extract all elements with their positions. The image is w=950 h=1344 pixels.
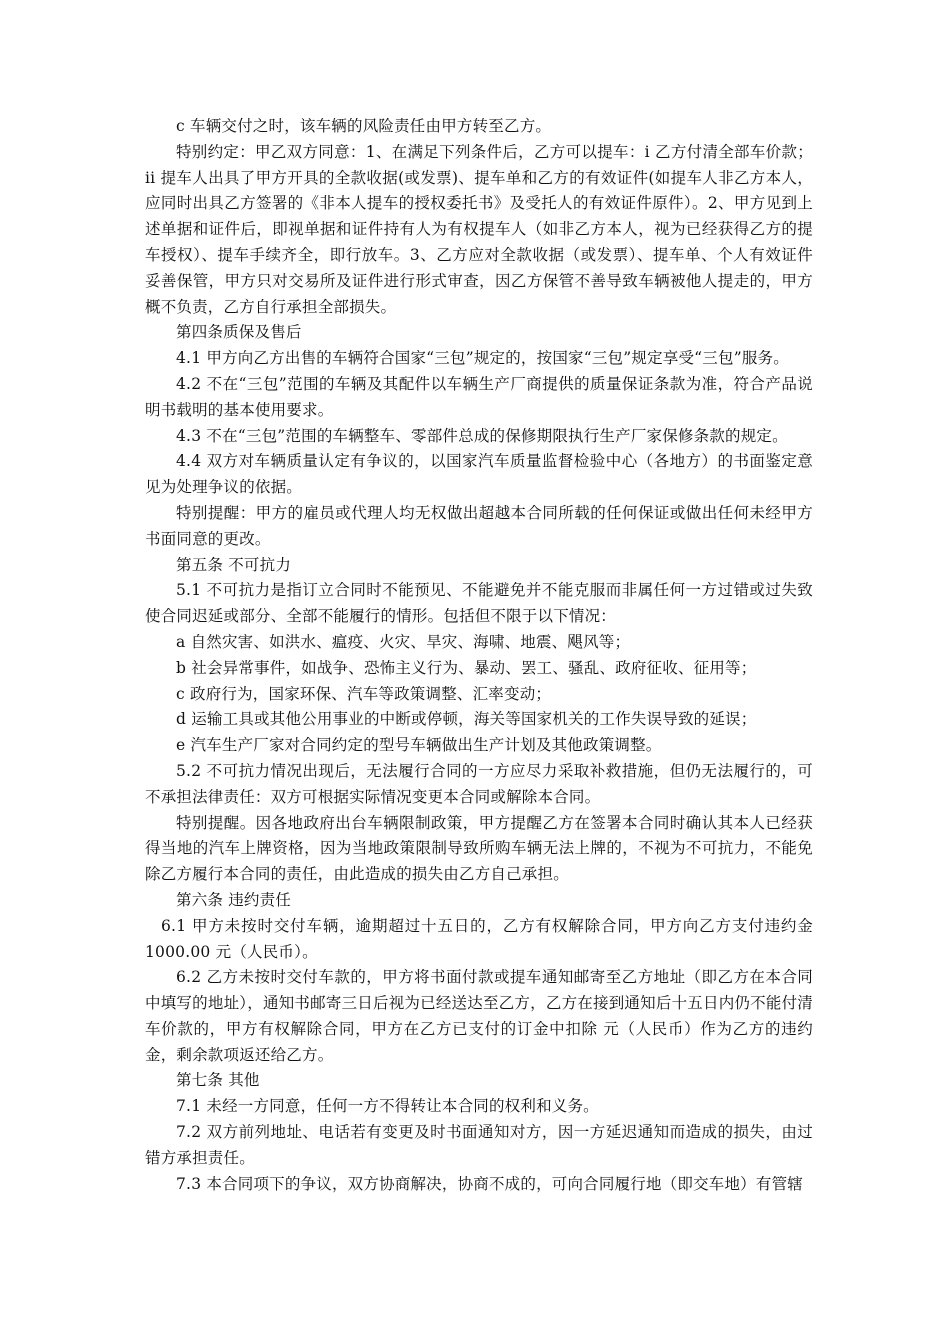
section-heading-6: 第六条 违约责任 (176, 890, 292, 909)
clause-5-1: 5.1 不可抗力是指订立合同时不能预见、不能避免并不能克服而非属任何一方过错或过失致使合同迟延或部分、全部不能履行的情形。包括但不限于以下情况： (145, 581, 813, 626)
clause-7-3: 7.3 本合同项下的争议，双方协商解决，协商不成的，可向合同履行地（即交车地）有管辖 (176, 1174, 803, 1193)
clause-6-1: 6.1 甲方未按时交付车辆，逾期超过十五日的，乙方有权解除合同，甲方向乙方支付违约金 1000.00 元（人民币）。 (145, 916, 813, 961)
clause-5-2: 5.2 不可抗力情况出现后，无法履行合同的一方应尽力采取补救措施，但仍无法履行的，可不承担法律责任：双方可根据实际情况变更本合同或解除本合同。 (145, 761, 813, 806)
clause-5-1-a: a 自然灾害、如洪水、瘟疫、火灾、旱灾、海啸、地震、飓风等； (176, 632, 631, 651)
clause-5-1-b: b 社会异常事件，如战争、恐怖主义行为、暴动、罢工、骚乱、政府征收、征用等； (176, 658, 757, 677)
clause-4-4: 4.4 双方对车辆质量认定有争议的，以国家汽车质量监督检验中心（各地方）的书面鉴定意见为处理争议的依据。 (145, 452, 813, 497)
clause-6-2: 6.2 乙方未按时交付车款的，甲方将书面付款或提车通知邮寄至乙方地址（即乙方在本合同中填写的地址），通知书邮寄三日后视为已经送达至乙方，乙方在接到通知后十五日内仍不能付清车价款的，甲方有权解除合同，甲方在乙方已支付的订金中扣除 元（人民币）作为乙方的违约金，剩余款项返还给乙方。 (145, 968, 813, 1064)
clause-7-2: 7.2 双方前列地址、电话若有变更及时书面通知对方，因一方延迟通知而造成的损失，由过错方承担责任。 (145, 1123, 813, 1167)
contract-body (145, 114, 813, 1197)
clause-4-1: 4.1 甲方向乙方出售的车辆符合国家“三包”规定的，按国家“三包”规定享受“三包”服务。 (176, 349, 789, 368)
section-heading-4: 第四条质保及售后 (176, 323, 302, 342)
clause-4-3: 4.3 不在“三包”范围的车辆整车、零部件总成的保修期限执行生产厂家保修条款的规定。 (176, 426, 788, 445)
clause-5-1-d: d 运输工具或其他公用事业的中断或停顿，海关等国家机关的工作失误导致的延误； (176, 710, 757, 729)
section-heading-7: 第七条 其他 (176, 1071, 260, 1090)
clause-4-2: 4.2 不在“三包”范围的车辆及其配件以车辆生产厂商提供的质量保证条款为准，符合产品说明书载明的基本使用要求。 (145, 374, 813, 419)
clause-5-1-e: e 汽车生产厂家对合同约定的型号车辆做出生产计划及其他政策调整。 (176, 736, 662, 755)
clause-7-1: 7.1 未经一方同意，任何一方不得转让本合同的权利和义务。 (176, 1097, 599, 1116)
section-heading-5: 第五条 不可抗力 (176, 555, 292, 574)
special-reminder-1: 特别提醒：甲方的雇员或代理人均无权做出超越本合同所载的任何保证或做出任何未经甲方书面同意的更改。 (145, 503, 813, 548)
clause-5-1-c: c 政府行为，国家环保、汽车等政策调整、汇率变动； (176, 684, 552, 703)
paragraph-risk-transfer: c 车辆交付之时，该车辆的风险责任由甲方转至乙方。 (176, 117, 552, 135)
special-reminder-2: 特别提醒。因各地政府出台车辆限制政策，甲方提醒乙方在签署本合同时确认其本人已经获得当地的汽车上牌资格，因为当地政策限制导致所购车辆无法上牌的，不视为不可抗力，不能免除乙方履行本合同的责任，由此造成的损失由乙方自己承担。 (145, 813, 813, 884)
paragraph-special-agreement: 特别约定：甲乙双方同意：1、在满足下列条件后，乙方可以提车：i 乙方付清全部车价款；ii 提车人出具了甲方开具的全款收据(或发票)、提车单和乙方的有效证件(如提车人非乙方本人，应同时出具乙方签署的《非本人提车的授权委托书》及受托人的有效证件原件）。2、甲方见到上述单据和证件后，即视单据和证件持有人为有权提车人（如非乙方本人，视为已经获得乙方的提车授权）、提车手续齐全，即行放车。3、乙方应对全款收据（或发票）、提车单、个人有效证件妥善保管，甲方只对交易所及证件进行形式审查，因乙方保管不善导致车辆被他人提走的，甲方概不负责，乙方自行承担全部损失。 (145, 142, 813, 316)
